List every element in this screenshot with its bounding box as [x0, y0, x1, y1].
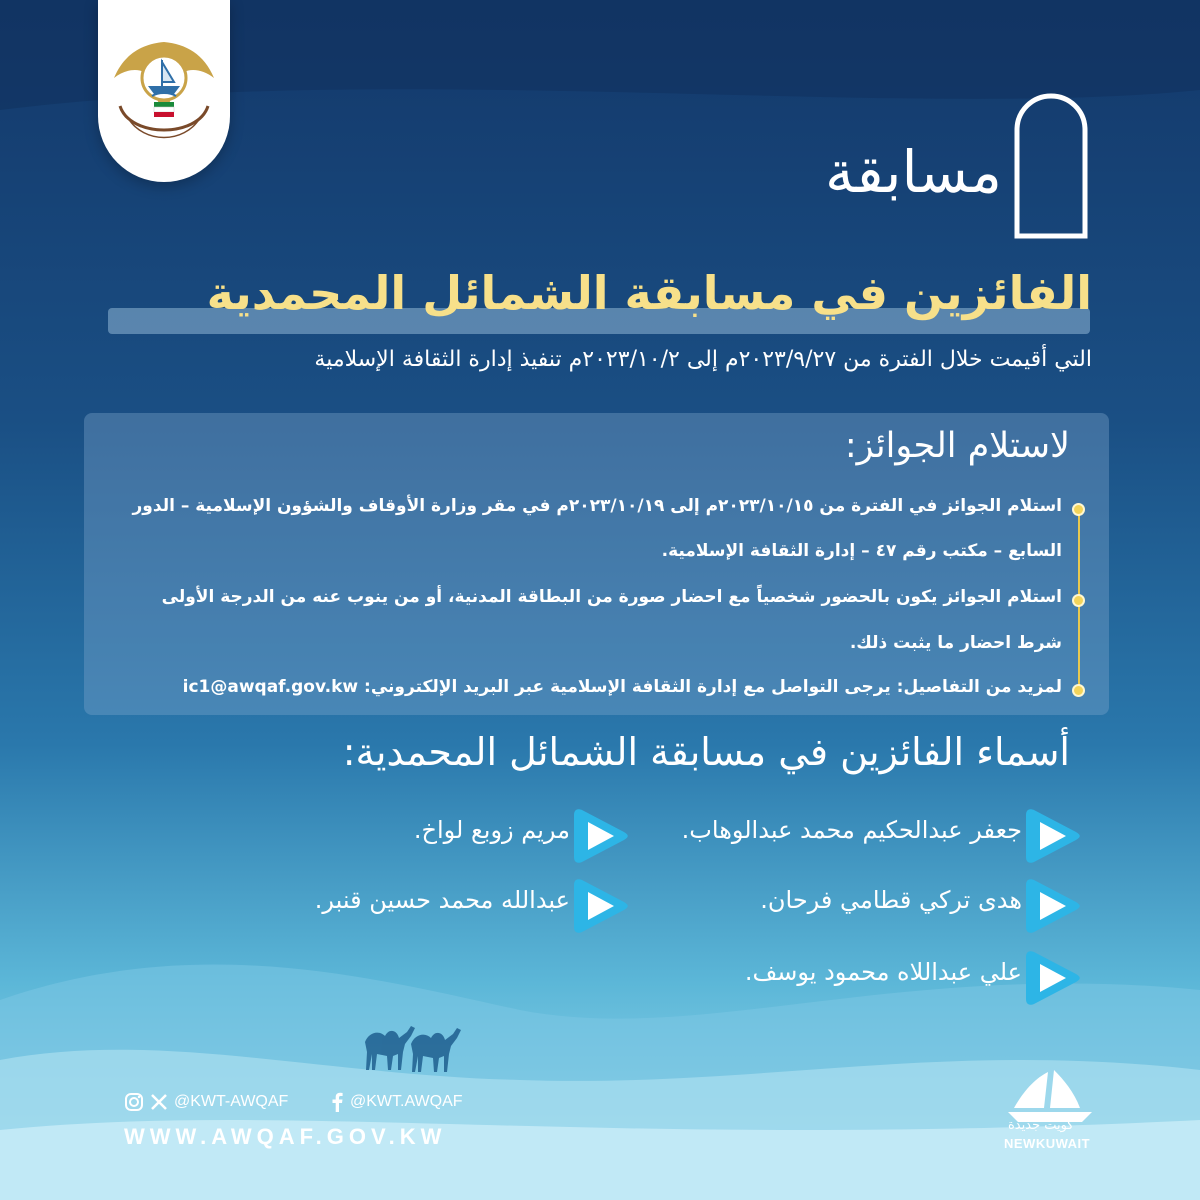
- prize-line-3: استلام الجوائز يكون بالحضور شخصياً مع احضار صورة من البطاقة المدنية، أو من ينوب عنه من الدرجة الأولى: [161, 587, 1062, 607]
- new-kuwait-english: NEWKUWAIT: [1004, 1136, 1091, 1151]
- winner-row: [300, 806, 630, 866]
- play-bullet-icon: [1026, 948, 1082, 1006]
- contact-email[interactable]: ic1@awqaf.gov.kw: [182, 677, 359, 697]
- prizes-title: لاستلام الجوائز:: [844, 426, 1070, 466]
- winner-row: [622, 876, 1082, 936]
- bullet-dot: [1072, 594, 1085, 607]
- twitter-handle-text: @KWT-AWQAF: [174, 1093, 289, 1110]
- play-bullet-icon: [574, 876, 630, 934]
- prize-line-2: السابع – مكتب رقم ٤٧ – إدارة الثقافة الإسلامية.: [661, 541, 1062, 561]
- arch-outline-icon: [1013, 92, 1089, 240]
- prize-line-4: شرط احضار ما يثبت ذلك.: [849, 633, 1062, 653]
- page-subtitle: التي أقيمت خلال الفترة من ٢٠٢٣/٩/٢٧م إلى ٢٠٢٣/١٠/٢م تنفيذ إدارة الثقافة الإسلامية: [314, 347, 1092, 372]
- play-bullet-icon: [1026, 806, 1082, 864]
- winner-row: [622, 948, 1082, 1008]
- contact-text: لمزيد من التفاصيل: يرجى التواصل مع إدارة الثقافة الإسلامية عبر البريد الإلكتروني:: [364, 677, 1062, 697]
- brand-word: مسابقة: [824, 138, 1002, 206]
- kuwait-awqaf-emblem: [108, 26, 220, 156]
- winner-name: علي عبداللاه محمود يوسف.: [744, 958, 1022, 986]
- play-bullet-icon: [574, 806, 630, 864]
- website-link[interactable]: WWW.AWQAF.GOV.KW: [124, 1124, 447, 1149]
- camels-silhouette-icon: [355, 1018, 465, 1074]
- winner-name: جعفر عبدالحكيم محمد عبدالوهاب.: [681, 816, 1022, 844]
- winners-title: أسماء الفائزين في مسابقة الشمائل المحمدية:: [342, 730, 1070, 774]
- winner-row: [622, 806, 1082, 866]
- play-bullet-icon: [1026, 876, 1082, 934]
- facebook-icon: [330, 1092, 344, 1112]
- ministry-logo-card: [98, 0, 230, 182]
- new-kuwait-arabic: كويت جديدة: [1008, 1118, 1074, 1133]
- facebook-handle[interactable]: [330, 1092, 463, 1112]
- facebook-handle-text: @KWT.AWQAF: [350, 1093, 463, 1110]
- twitter-instagram-handle[interactable]: [124, 1092, 288, 1112]
- winner-name: مريم زوبع لواخ.: [413, 816, 570, 844]
- prize-line-1: استلام الجوائز في الفترة من ٢٠٢٣/١٠/١٥م إلى ٢٠٢٣/١٠/١٩م في مقر وزارة الأوقاف والشؤون الإسلامية – الدور: [132, 496, 1062, 516]
- prize-line-5: [102, 677, 1062, 697]
- bullet-dot: [1072, 684, 1085, 697]
- winner-row: [300, 876, 630, 936]
- winner-name: عبدالله محمد حسين قنبر.: [314, 886, 570, 914]
- instagram-icon: [124, 1092, 144, 1112]
- page-title: الفائزين في مسابقة الشمائل المحمدية: [206, 266, 1092, 320]
- x-twitter-icon: [150, 1093, 168, 1111]
- bullet-dot: [1072, 503, 1085, 516]
- winner-name: هدى تركي قطامي فرحان.: [760, 886, 1022, 914]
